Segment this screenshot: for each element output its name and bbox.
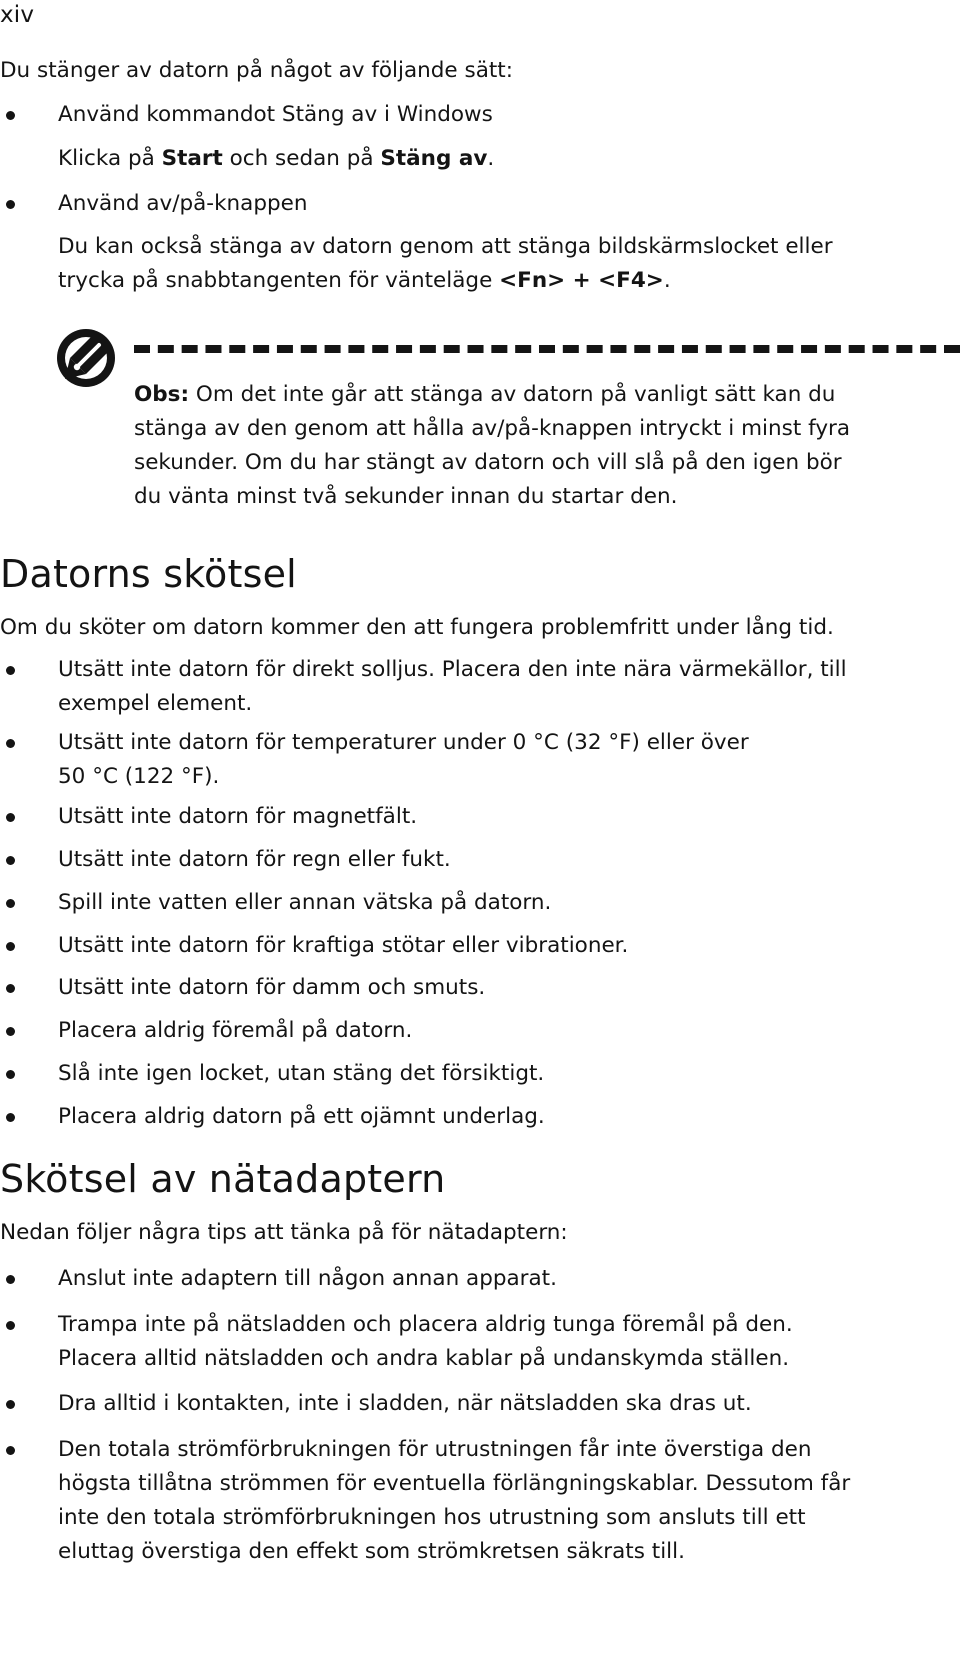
note-body: Om det inte går att stänga av datorn på vanligt sätt kan du stänga av den genom att hålla av/på-knappen intryckt i minst fyra sekunder. Om du har stängt av datorn och vill slå på den igen bör du vänta minst två sekunder innan du startar den.: [134, 382, 851, 509]
shutdown-command-label: Stäng av: [380, 146, 488, 171]
detail-text: .: [663, 268, 671, 293]
care-bullet-text: Slå inte igen locket, utan stäng det försiktigt.: [58, 1061, 545, 1086]
adapter-bullet-text: Dra alltid i kontakten, inte i sladden, när nätsladden ska dras ut.: [58, 1391, 752, 1416]
care-bullet-text: Placera aldrig föremål på datorn.: [58, 1018, 413, 1043]
bullet-icon: [6, 984, 15, 993]
shutdown-bullet-text: Använd kommandot Stäng av i Windows: [58, 102, 493, 127]
adapter-bullet-text: Anslut inte adaptern till någon annan apparat.: [58, 1266, 557, 1291]
care-bullet-text: Utsätt inte datorn för direkt solljus. Placera den inte nära värmekällor, till exempel element.: [58, 657, 847, 716]
shutdown-intro: Du stänger av datorn på något av följande sätt:: [0, 58, 513, 83]
adapter-section-intro: Nedan följer några tips att tänka på för nätadaptern:: [0, 1220, 568, 1245]
detail-text: och sedan på: [222, 146, 381, 171]
shutdown-windows-detail: [58, 142, 950, 176]
care-bullet-text: Utsätt inte datorn för damm och smuts.: [58, 975, 486, 1000]
care-bullet-text: Utsätt inte datorn för kraftiga stötar eller vibrationer.: [58, 933, 629, 958]
care-bullet-text: Spill inte vatten eller annan vätska på datorn.: [58, 890, 552, 915]
bullet-icon: [6, 1321, 15, 1330]
start-command-label: Start: [161, 146, 223, 171]
care-bullet-text: Utsätt inte datorn för temperaturer under 0 °C (32 °F) eller över 50 °C (122 °F).: [58, 730, 749, 789]
care-section-intro: Om du sköter om datorn kommer den att fungera problemfritt under lång tid.: [0, 615, 834, 640]
detail-text: .: [487, 146, 495, 171]
note-pen-icon: [55, 327, 117, 389]
bullet-icon: [6, 200, 15, 209]
bullet-icon: [6, 1400, 15, 1409]
shutdown-bullet-text: Använd av/på-knappen: [58, 191, 308, 216]
shutdown-power-detail-line-2: [58, 264, 950, 298]
detail-text: trycka på snabbtangenten för vänteläge: [58, 268, 500, 293]
detail-text: Klicka på: [58, 146, 162, 171]
bullet-icon: [6, 1113, 15, 1122]
adapter-section-title: Skötsel av nätadaptern: [0, 1157, 446, 1201]
bullet-icon: [6, 899, 15, 908]
page-number: xiv: [0, 2, 35, 28]
bullet-icon: [6, 1027, 15, 1036]
bullet-icon: [6, 739, 15, 748]
care-bullet-text: Utsätt inte datorn för regn eller fukt.: [58, 847, 451, 872]
bullet-icon: [6, 1070, 15, 1079]
note-divider: [134, 345, 960, 353]
care-section-title: Datorns skötsel: [0, 552, 297, 596]
note-text: [134, 378, 950, 514]
care-bullet-text: Utsätt inte datorn för magnetfält.: [58, 804, 418, 829]
adapter-bullet-text: Trampa inte på nätsladden och placera aldrig tunga föremål på den. Placera alltid nätsladden och andra kablar på undanskymda ställen.: [58, 1312, 793, 1371]
note-label: Obs:: [134, 382, 190, 407]
bullet-icon: [6, 1446, 15, 1455]
care-bullet-text: Placera aldrig datorn på ett ojämnt underlag.: [58, 1104, 545, 1129]
bullet-icon: [6, 942, 15, 951]
adapter-bullet-text: Den totala strömförbrukningen för utrustningen får inte överstiga den högsta tillåtna strömmen för eventuella förlängningskablar. Dessutom får inte den totala strömförbrukningen hos utrustning som ansluts till ett eluttag överstiga den effekt som strömkretsen säkrats till.: [58, 1437, 851, 1564]
bullet-icon: [6, 813, 15, 822]
bullet-icon: [6, 1275, 15, 1284]
bullet-icon: [6, 666, 15, 675]
bullet-icon: [6, 111, 15, 120]
sleep-hotkey: <Fn> + <F4>: [499, 268, 664, 293]
bullet-icon: [6, 856, 15, 865]
shutdown-power-detail-line-1: Du kan också stänga av datorn genom att stänga bildskärmslocket eller: [58, 234, 833, 259]
